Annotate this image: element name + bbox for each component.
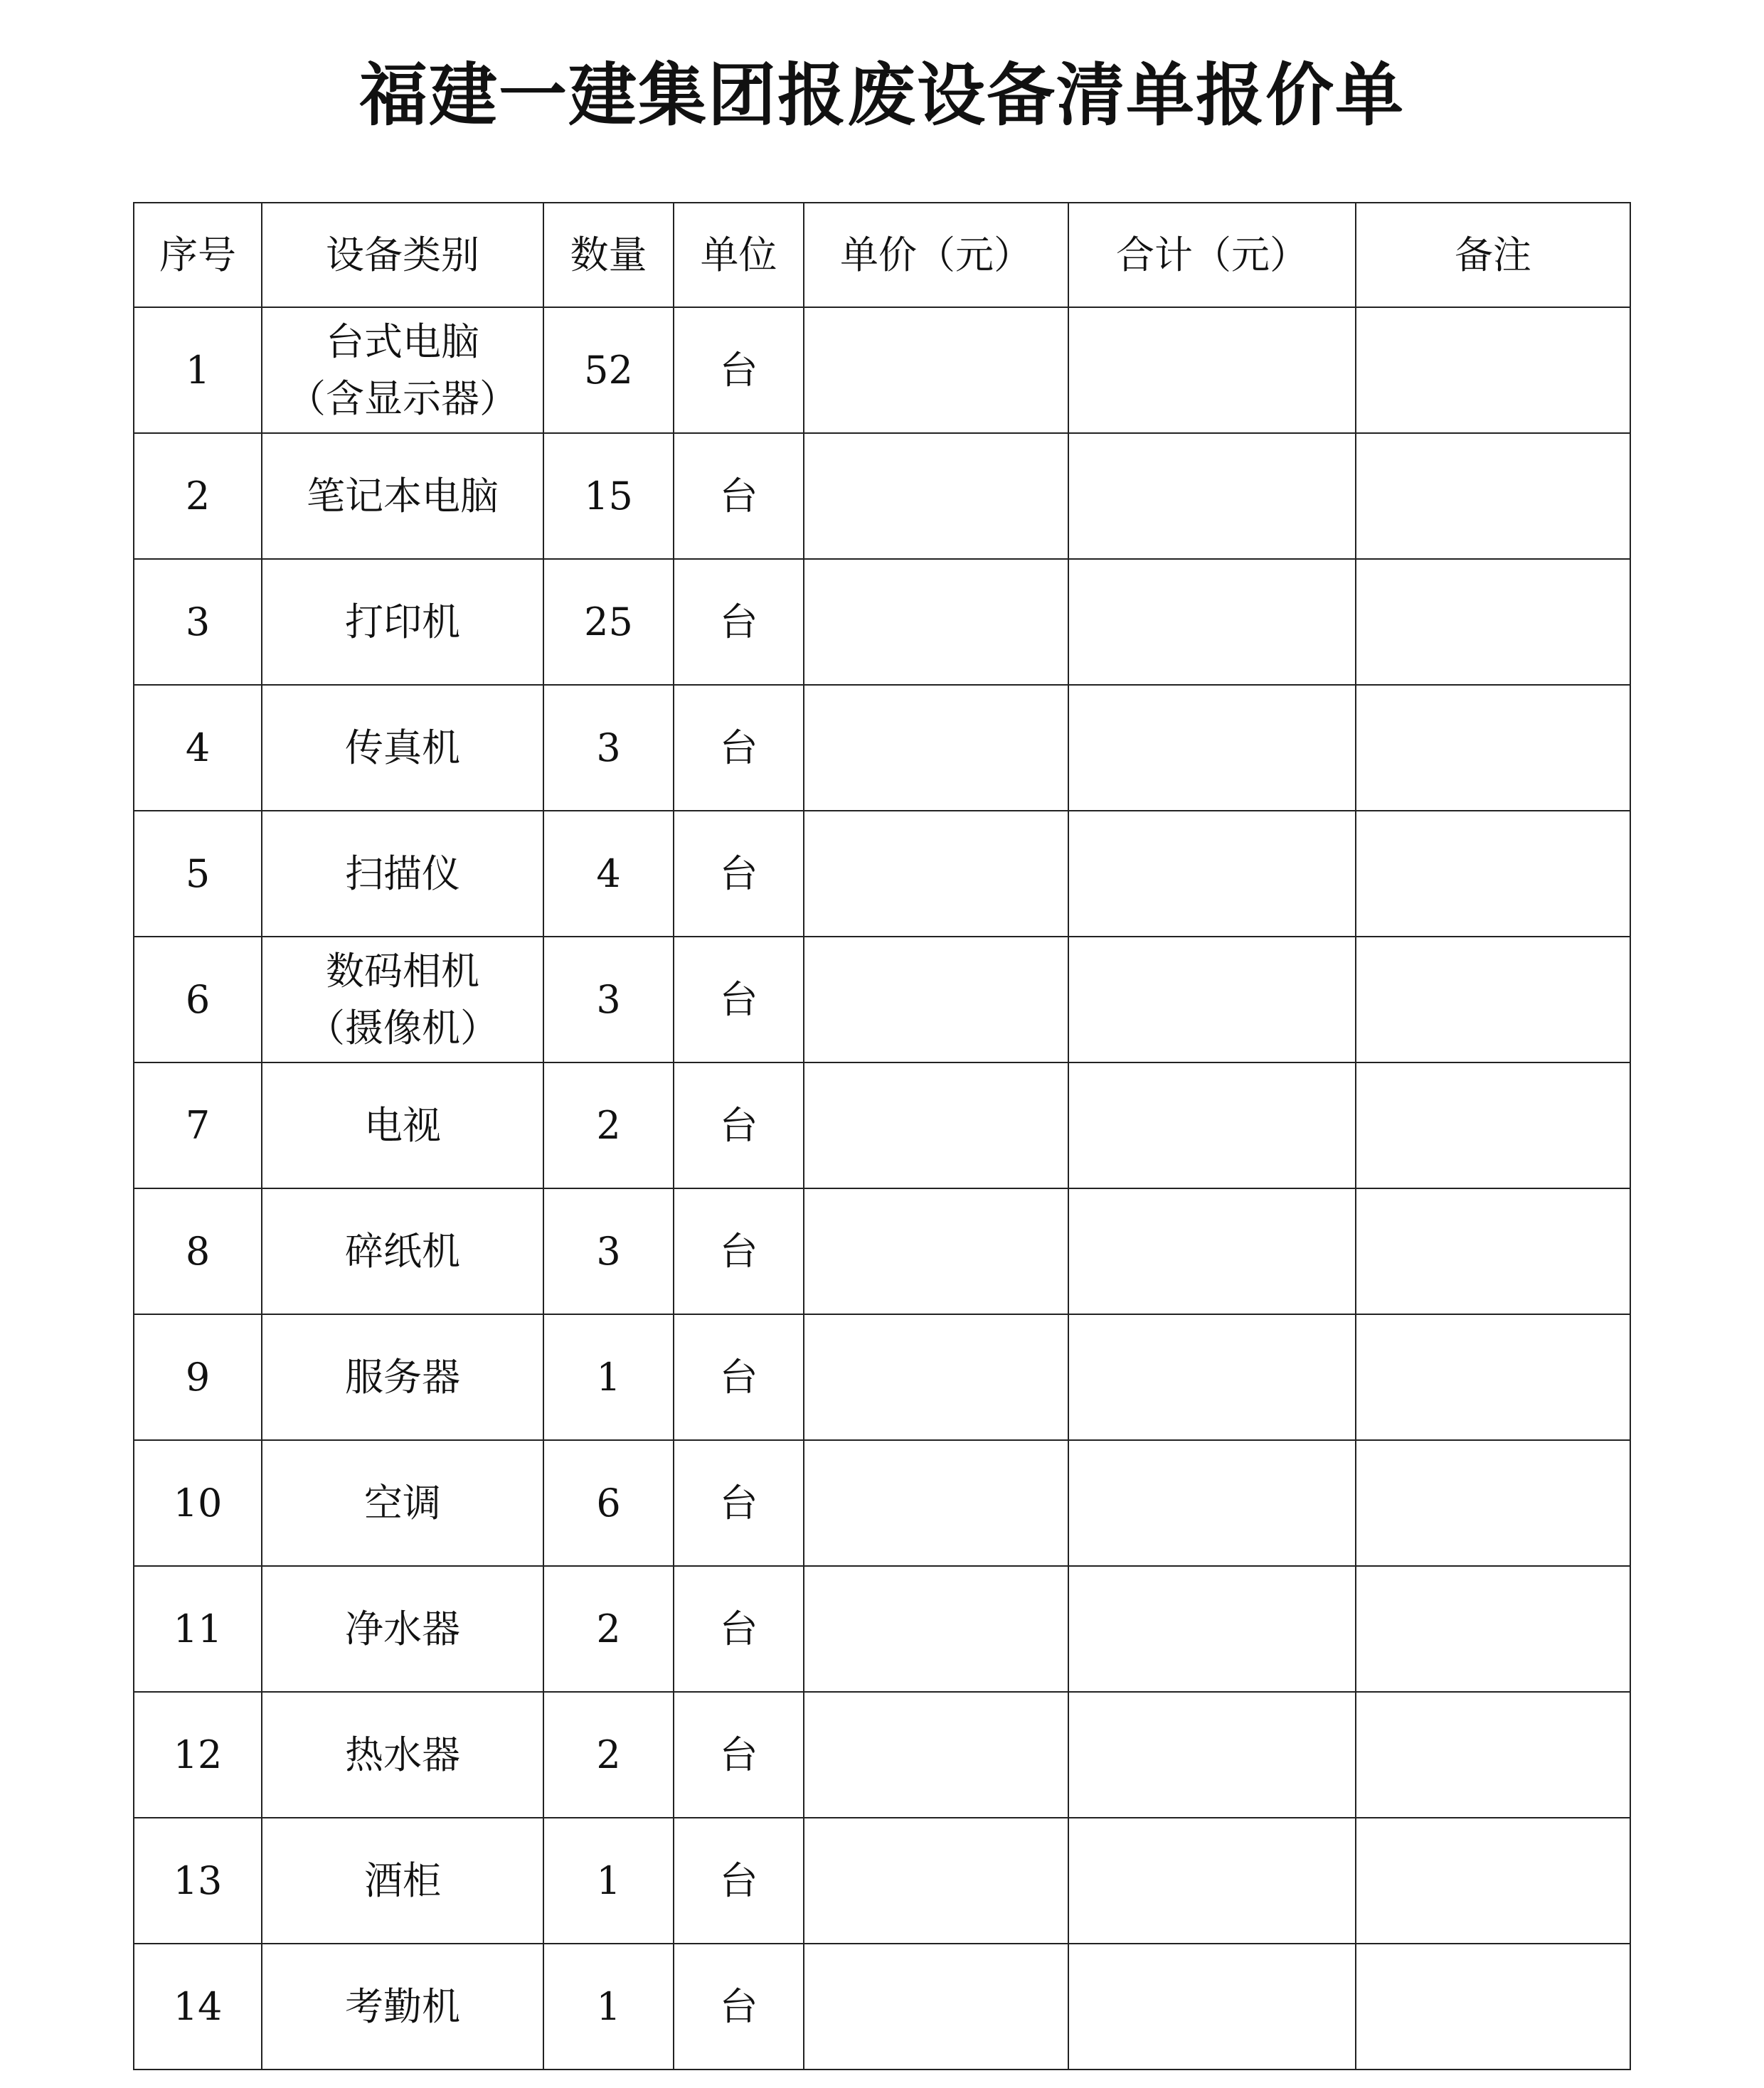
cell-total [1068,685,1356,811]
cell-quantity: 1 [543,1818,674,1944]
category-name: 扫描仪 [345,851,460,896]
cell-category [262,1566,543,1692]
cell-quantity: 2 [543,1062,674,1188]
cell-remarks [1356,433,1630,559]
category-name: 碎纸机 [345,1228,460,1274]
cell-total [1068,1692,1356,1818]
cell-category [262,685,543,811]
cell-seq: 7 [134,1062,262,1188]
header-quantity: 数量 [543,203,674,307]
cell-category [262,433,543,559]
table-row [134,1440,1630,1566]
category-name: 考勤机 [345,1983,460,2029]
cell-category [262,1440,543,1566]
cell-total [1068,1188,1356,1314]
cell-category [262,307,543,433]
table-row [134,1944,1630,2070]
cell-unit: 台 [674,685,804,811]
header-remarks: 备注 [1356,203,1630,307]
cell-total [1068,937,1356,1062]
cell-quantity: 15 [543,433,674,559]
cell-category [262,1944,543,2070]
equipment-quote-table [133,202,1631,2070]
header-category: 设备类别 [262,203,543,307]
cell-unit-price [804,1062,1068,1188]
cell-remarks [1356,1944,1630,2070]
cell-remarks [1356,1692,1630,1818]
category-name: 酒柜 [364,1858,441,1903]
cell-unit-price [804,433,1068,559]
cell-remarks [1356,937,1630,1062]
cell-seq: 4 [134,685,262,811]
cell-remarks [1356,811,1630,937]
cell-unit: 台 [674,1314,804,1440]
cell-quantity: 2 [543,1566,674,1692]
cell-seq: 3 [134,559,262,685]
table-row [134,1188,1630,1314]
cell-unit: 台 [674,1440,804,1566]
cell-seq: 13 [134,1818,262,1944]
cell-remarks [1356,1314,1630,1440]
table-row [134,559,1630,685]
table-row [134,1314,1630,1440]
cell-unit: 台 [674,1062,804,1188]
table-row [134,1692,1630,1818]
cell-unit-price [804,811,1068,937]
cell-unit-price [804,559,1068,685]
cell-unit: 台 [674,1188,804,1314]
cell-quantity: 4 [543,811,674,937]
category-name: 笔记本电脑 [307,473,499,518]
header-seq: 序号 [134,203,262,307]
cell-category [262,1314,543,1440]
cell-seq: 10 [134,1440,262,1566]
cell-seq: 5 [134,811,262,937]
cell-remarks [1356,307,1630,433]
table-row [134,811,1630,937]
cell-unit: 台 [674,811,804,937]
cell-unit: 台 [674,1944,804,2070]
cell-seq: 2 [134,433,262,559]
cell-quantity: 25 [543,559,674,685]
cell-total [1068,1062,1356,1188]
cell-unit: 台 [674,1566,804,1692]
cell-seq: 11 [134,1566,262,1692]
cell-remarks [1356,1062,1630,1188]
category-note: （含显示器） [287,375,518,421]
cell-quantity: 52 [543,307,674,433]
table-row [134,937,1630,1062]
cell-total [1068,307,1356,433]
category-name: 净水器 [345,1606,460,1651]
cell-remarks [1356,685,1630,811]
cell-total [1068,1440,1356,1566]
cell-remarks [1356,1440,1630,1566]
cell-category [262,1062,543,1188]
category-name: 电视 [364,1102,441,1148]
cell-remarks [1356,1188,1630,1314]
cell-unit-price [804,1692,1068,1818]
cell-category [262,1692,543,1818]
cell-unit-price [804,1566,1068,1692]
cell-total [1068,1818,1356,1944]
category-name: 数码相机 [326,948,479,994]
cell-remarks [1356,1818,1630,1944]
cell-category [262,559,543,685]
cell-unit: 台 [674,307,804,433]
cell-quantity: 3 [543,937,674,1062]
cell-seq: 12 [134,1692,262,1818]
category-name: 打印机 [345,599,460,644]
table-row [134,1062,1630,1188]
cell-unit: 台 [674,433,804,559]
cell-quantity: 3 [543,685,674,811]
cell-remarks [1356,1566,1630,1692]
cell-quantity: 2 [543,1692,674,1818]
cell-seq: 6 [134,937,262,1062]
cell-seq: 14 [134,1944,262,2070]
cell-quantity: 6 [543,1440,674,1566]
cell-total [1068,1566,1356,1692]
category-name: 传真机 [345,725,460,770]
header-total: 合计（元） [1068,203,1356,307]
cell-total [1068,811,1356,937]
cell-seq: 9 [134,1314,262,1440]
cell-unit-price [804,685,1068,811]
table-row [134,307,1630,433]
cell-quantity: 1 [543,1944,674,2070]
cell-seq: 1 [134,307,262,433]
cell-unit: 台 [674,1818,804,1944]
cell-unit-price [804,937,1068,1062]
cell-category [262,937,543,1062]
category-note: （摄像机） [307,1005,499,1050]
table-row [134,685,1630,811]
table-row [134,1566,1630,1692]
cell-unit-price [804,1440,1068,1566]
cell-total [1068,1314,1356,1440]
cell-seq: 8 [134,1188,262,1314]
table-header-row [134,203,1630,307]
cell-total [1068,1944,1356,2070]
cell-quantity: 1 [543,1314,674,1440]
category-name: 台式电脑 [326,319,479,364]
table-row [134,1818,1630,1944]
cell-category [262,811,543,937]
category-name: 空调 [364,1480,441,1525]
page-title: 福建一建集团报废设备清单报价单 [359,55,1405,135]
table-row [134,433,1630,559]
cell-remarks [1356,559,1630,685]
cell-unit-price [804,1818,1068,1944]
category-name: 服务器 [345,1354,460,1400]
header-unit-price: 单价（元） [804,203,1068,307]
cell-unit: 台 [674,559,804,685]
cell-unit-price [804,307,1068,433]
cell-unit: 台 [674,937,804,1062]
category-name: 热水器 [345,1732,460,1777]
cell-quantity: 3 [543,1188,674,1314]
cell-unit-price [804,1188,1068,1314]
cell-category [262,1188,543,1314]
cell-unit-price [804,1944,1068,2070]
cell-total [1068,433,1356,559]
cell-unit-price [804,1314,1068,1440]
cell-total [1068,559,1356,685]
header-unit: 单位 [674,203,804,307]
cell-category [262,1818,543,1944]
cell-unit: 台 [674,1692,804,1818]
